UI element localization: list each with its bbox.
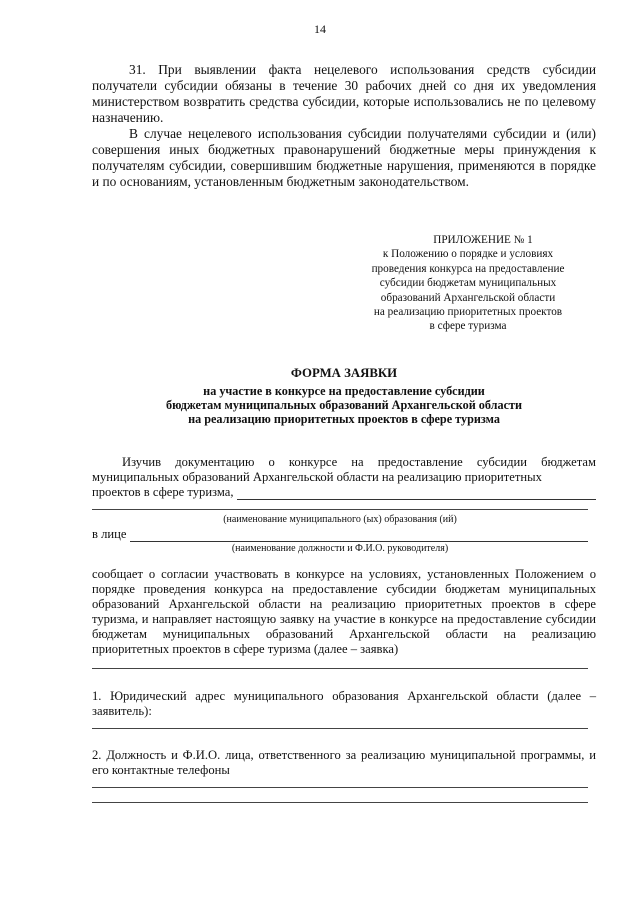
form-intro-last-line <box>92 485 596 500</box>
appendix-line: к Положению о порядке и условиях <box>382 248 554 261</box>
item-1-text: 1. Юридический адрес муниципального образования Архангельской области (далее – заявитель): <box>92 689 596 718</box>
paragraph-31: 31. При выявлении факта нецелевого использования средств субсидии получатели субсидии обязаны в течение 30 рабочих дней со дня их уведомления министерством возвратить средства субсидии, которые использовались не по целевому назначению. <box>92 62 596 125</box>
v-litse-label: в лице <box>92 527 127 541</box>
municipality-line[interactable] <box>92 509 588 510</box>
form-intro-end: проектов в сфере туризма, <box>92 485 234 499</box>
head-caption: (наименование должности и Ф.И.О. руководителя) <box>231 543 449 554</box>
body-line[interactable] <box>92 668 588 669</box>
appendix-line: проведения конкурса на предоставление <box>371 262 565 275</box>
appendix-line: в сфере туризма <box>429 320 507 333</box>
form-intro-text: Изучив документацию о конкурсе на предоставление субсидии бюджетам муниципальных образований Архангельской области на реализацию приоритетных <box>92 455 596 484</box>
form-title-sub: на участие в конкурсе на предоставление субсидии <box>203 384 485 398</box>
appendix-header <box>340 233 596 334</box>
form-title-sub: на реализацию приоритетных проектов в сфере туризма <box>188 412 500 426</box>
intro-section <box>92 62 596 190</box>
form-title-sub: бюджетам муниципальных образований Архангельской области <box>165 398 523 412</box>
item-1 <box>92 689 596 719</box>
appendix-line: образований Архангельской области <box>380 291 556 304</box>
v-litse-row <box>92 527 596 542</box>
responsible-line-2[interactable] <box>92 802 588 803</box>
appendix-line: субсидии бюджетам муниципальных <box>379 277 557 290</box>
form-title-main: ФОРМА ЗАЯВКИ <box>290 366 398 380</box>
appendix-heading: ПРИЛОЖЕНИЕ № 1 <box>433 234 533 246</box>
municipality-blank[interactable] <box>237 488 596 500</box>
municipality-caption: (наименование муниципального (ых) образования (ий) <box>223 514 457 525</box>
responsible-line-1[interactable] <box>92 787 588 788</box>
form-body-text: сообщает о согласии участвовать в конкурсе на условиях, установленных Положением о порядке проведения конкурса на предоставление субсидии бюджетам муниципальных образований Архангельской области на реализацию приоритетных проектов в сфере туризма, и направляет настоящую заявку на участие в конкурсе на предоставление субсидии бюджетам муниципальных образований Архангельской области на реализацию приоритетных проектов в сфере туризма (далее – заявка) <box>92 567 596 656</box>
item-2-text: 2. Должность и Ф.И.О. лица, ответственного за реализацию муниципальной программы, и его контактные телефоны <box>92 748 596 777</box>
address-line[interactable] <box>92 728 588 729</box>
form-title <box>92 366 596 426</box>
form-body <box>92 567 596 657</box>
page-number: 14 <box>314 22 326 36</box>
item-2 <box>92 748 596 778</box>
head-blank[interactable] <box>130 530 588 542</box>
v-litse-row-wrap <box>92 527 596 542</box>
form-intro <box>92 455 596 500</box>
appendix-line: на реализацию приоритетных проектов <box>373 306 563 319</box>
paragraph-misuse: В случае нецелевого использования субсидии получателями субсидии и (или) совершения иных бюджетных правонарушений бюджетные меры принуждения к получателям субсидии, совершившим бюджетные нарушения, применяются в порядке и по основаниям, установленным бюджетным законодательством. <box>92 126 596 189</box>
